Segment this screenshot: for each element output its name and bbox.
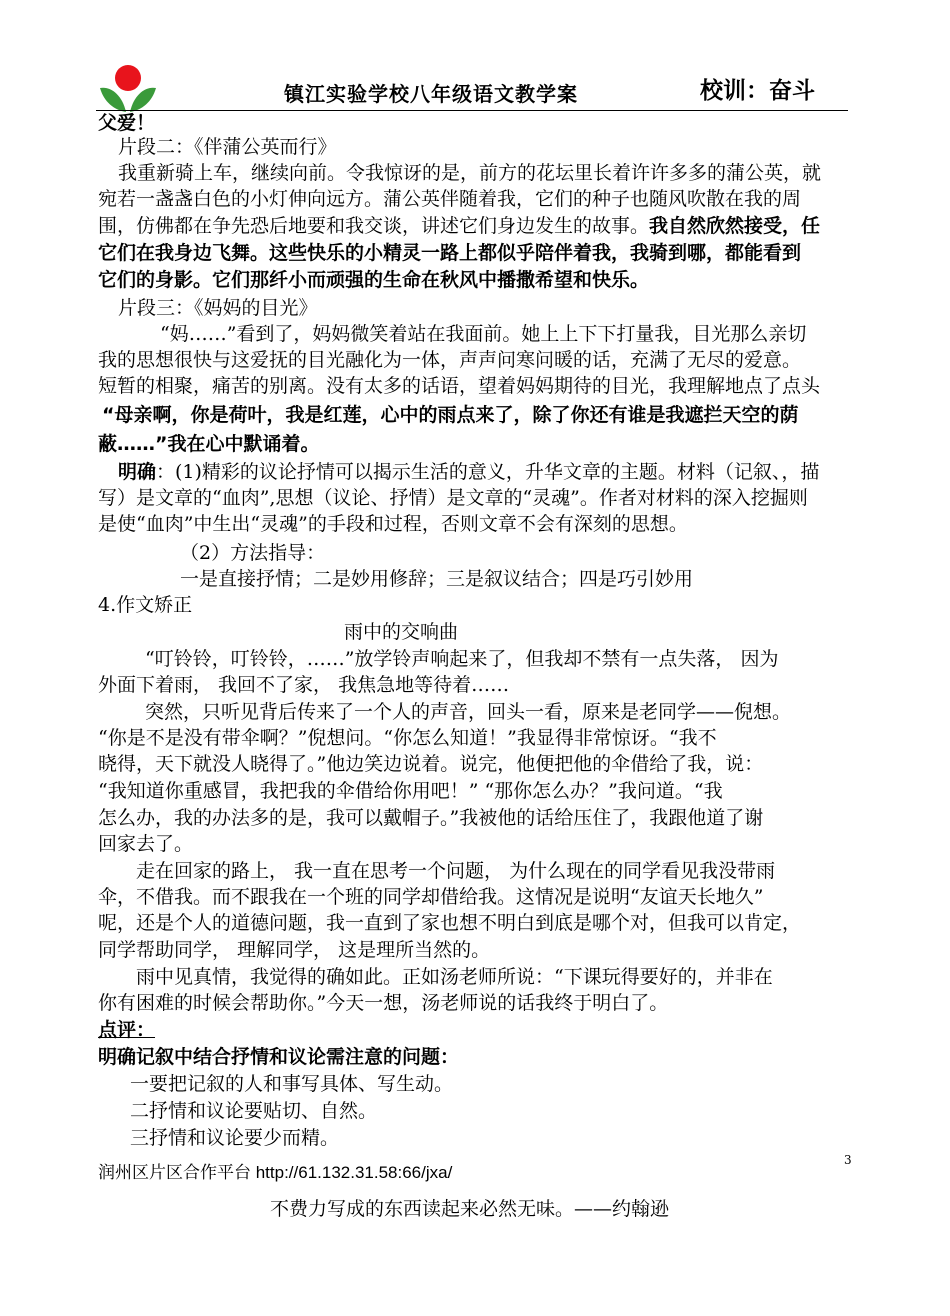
text-line: 短暂的相聚，痛苦的别离。没有太多的话语，望着妈妈期待的目光，我理解地点了点头 xyxy=(98,375,821,397)
text-line: 怎么办，我的办法多的是，我可以戴帽子。”我被他的话给压住了，我跟他道了谢 xyxy=(98,807,764,829)
text-line: “母亲啊，你是荷叶，我是红莲，心中的雨点来了，除了你还有谁是我遮拦天空的荫 xyxy=(102,404,799,426)
text-span-bold: 我自然欣然接受，任 xyxy=(649,215,821,237)
footer-platform: 润州区片区合作平台 http://61.132.31.58:66/jxa/ xyxy=(98,1163,453,1182)
list-item: 一要把记叙的人和事写具体、写生动。 xyxy=(130,1073,454,1095)
text-line: 它们的身影。它们那纤小而顽强的生命在秋风中播撒希望和快乐。 xyxy=(98,269,650,291)
text-span: ：(1)精彩的议论抒情可以揭示生活的意义，升华文章的主题。材料（记叙、，描 xyxy=(156,461,820,483)
text-line: 我的思想很快与这爱抚的目光融化为一体，声声问寒问暖的话，充满了无尽的爱意。 xyxy=(98,349,802,371)
header-title: 镇江实验学校八年级语文教学案 xyxy=(284,82,578,106)
comment-subheading: 明确记叙中结合抒情和议论需注意的问题： xyxy=(98,1046,460,1068)
text-span: 围，仿佛都在争先恐后地要和我交谈，讲述它们身边发生的故事。 xyxy=(98,215,650,237)
text-line: 外面下着雨， 我回不了家， 我焦急地等待着…… xyxy=(98,674,510,696)
text-line: 一是直接抒情；二是妙用修辞；三是叙议结合；四是巧引妙用 xyxy=(180,568,694,590)
text-line: 它们在我身边飞舞。这些快乐的小精灵一路上都似乎陪伴着我，我骑到哪，都能看到 xyxy=(98,242,802,264)
text-line: 同学帮助同学， 理解同学， 这是理所当然的。 xyxy=(98,939,491,961)
text-line: 你有困难的时候会帮助你。”今天一想，汤老师说的话我终于明白了。 xyxy=(98,992,669,1014)
text-line: 写）是文章的“血肉”,思想（议论、抒情）是文章的“灵魂”。作者对材料的深入挖掘则 xyxy=(98,487,808,509)
text-line: 回家去了。 xyxy=(98,833,194,855)
text-line: 走在回家的路上， 我一直在思考一个问题， 为什么现在的同学看见我没带雨 xyxy=(136,860,776,882)
section-heading: 片段二：《伴蒲公英而行》 xyxy=(118,136,337,158)
text-line: 父爱！ xyxy=(98,112,156,134)
text-line: （2）方法指导： xyxy=(180,542,326,564)
text-line: “叮铃铃，叮铃铃，……”放学铃声响起来了，但我却不禁有一点失落， 因为 xyxy=(145,648,779,670)
essay-title: 雨中的交响曲 xyxy=(344,621,459,643)
comment-heading: 点评： xyxy=(98,1019,156,1041)
school-logo-icon xyxy=(96,62,160,114)
section-heading: 片段三：《妈妈的目光》 xyxy=(118,297,318,319)
section-heading: 4.作文矫正 xyxy=(98,594,193,616)
text-line: “我知道你重感冒，我把我的伞借给你用吧！” “那你怎么办？”我问道。“我 xyxy=(98,780,723,802)
text-line: “你是不是没有带伞啊？”倪想问。“你怎么知道！”我显得非常惊讶。“我不 xyxy=(98,727,717,749)
text-line: “妈……”看到了，妈妈微笑着站在我面前。她上上下下打量我，目光那么亲切 xyxy=(160,323,807,345)
text-line: 是使“血肉”中生出“灵魂”的手段和过程，否则文章不会有深刻的思想。 xyxy=(98,513,688,535)
text-line: 晓得，天下就没人晓得了。”他边笑边说着。说完，他便把他的伞借给了我，说： xyxy=(98,753,764,775)
page-number: 3 xyxy=(844,1153,852,1167)
text-line xyxy=(98,213,820,239)
text-line: 伞，不借我。而不跟我在一个班的同学却借给我。这情况是说明“友谊天长地久” xyxy=(98,886,764,908)
header-divider xyxy=(96,110,848,111)
text-line: 呢，还是个人的道德问题，我一直到了家也想不明白到底是哪个对，但我可以肯定， xyxy=(98,912,802,934)
text-line: 宛若一盏盏白色的小灯伸向远方。蒲公英伴随着我，它们的种子也随风吹散在我的周 xyxy=(98,188,802,210)
footer-quote: 不费力写成的东西读起来必然无味。——约翰逊 xyxy=(270,1198,670,1220)
text-line: 雨中见真情，我觉得的确如此。正如汤老师所说：“下课玩得要好的，并非在 xyxy=(136,966,773,988)
text-line xyxy=(118,459,819,485)
text-span-bold: 明确 xyxy=(118,461,157,483)
text-line: 蔽……”我在心中默诵着。 xyxy=(98,433,320,455)
list-item: 二抒情和议论要贴切、自然。 xyxy=(130,1100,378,1122)
header-motto: 校训：奋斗 xyxy=(700,78,815,104)
list-item: 三抒情和议论要少而精。 xyxy=(130,1127,340,1149)
text-line: 我重新骑上车，继续向前。令我惊讶的是，前方的花坛里长着许许多多的蒲公英，就 xyxy=(118,162,822,184)
text-line: 突然，只听见背后传来了一个人的声音，回头一看，原来是老同学——倪想。 xyxy=(145,701,792,723)
